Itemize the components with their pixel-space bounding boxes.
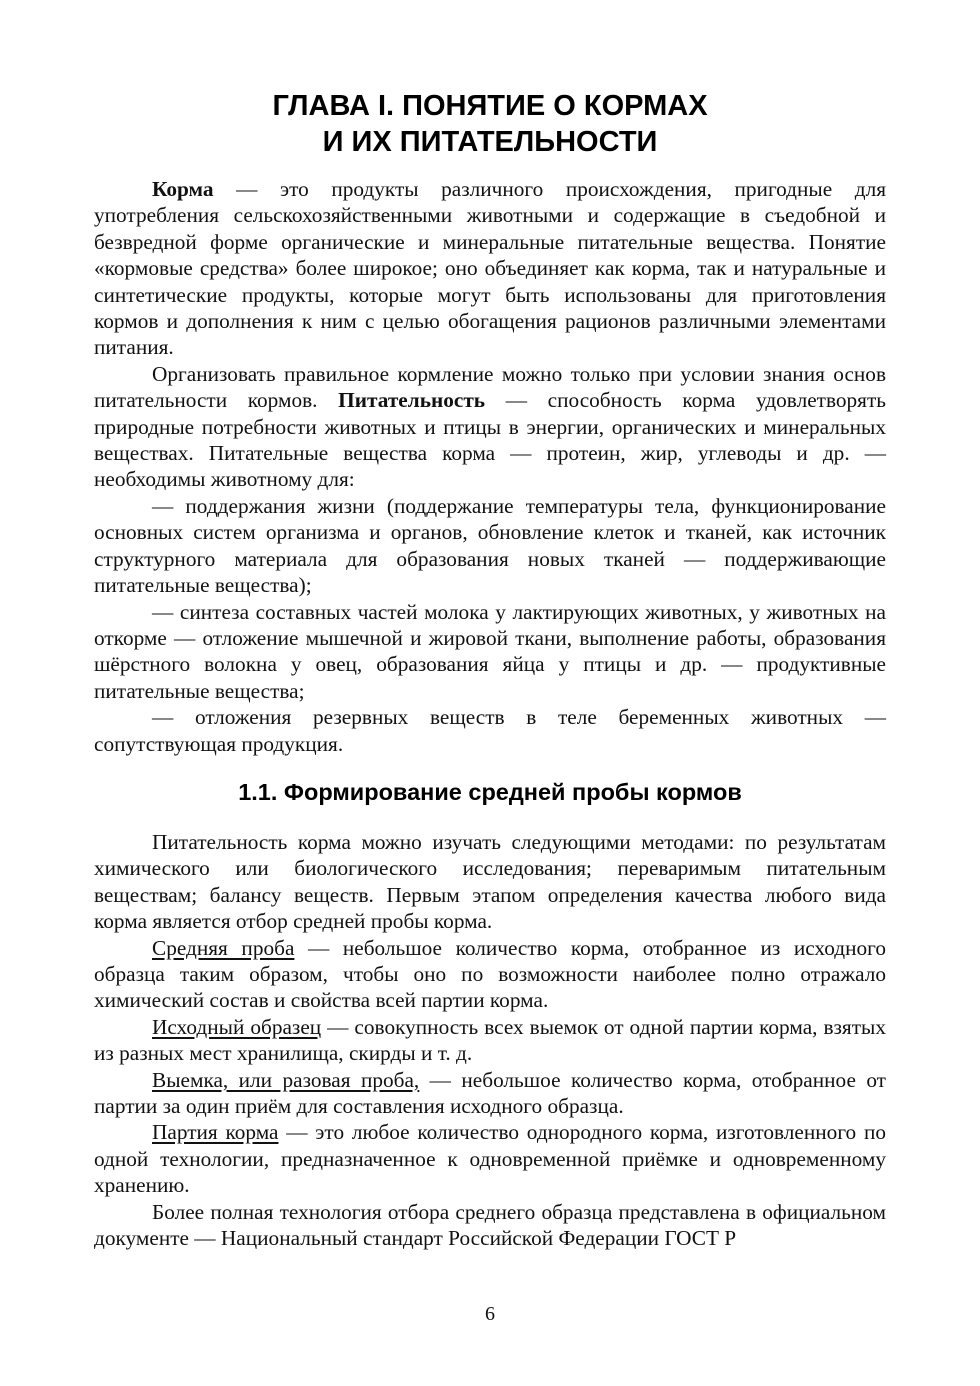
paragraph-text: Организовать правильное кормление можно только при условии знания основ питательности кормов.: [94, 361, 886, 413]
chapter-title-line-2: И ИХ ПИТАТЕЛЬНОСТИ: [322, 126, 658, 158]
definition-single-sample: [94, 1067, 886, 1120]
definition-feed-batch: [94, 1119, 886, 1198]
definition-initial-sample: [94, 1014, 886, 1067]
list-item: — отложения резервных веществ в теле беременных животных — сопутствующая продукция.: [94, 705, 886, 756]
paragraph-methods: Питательность корма можно изучать следующими методами: по результатам химического или биологического исследования; переваримым питательным веществам; балансу веществ. Первым этапом определения качества любого вида корма является отбор средней пробы корма.: [94, 829, 886, 934]
paragraph-nutrition-definition: [94, 361, 886, 493]
document-page: [94, 88, 886, 1251]
list-item: — синтеза составных частей молока у лактирующих животных, у животных на откорме — отложение мышечной и жировой ткани, выполнение работы, образования шёрстного волокна у овец, образования яйца у птицы и др. — продуктивные питательные вещества;: [94, 599, 886, 703]
term-nutrition: Питательность: [338, 388, 486, 413]
paragraph-feed-definition: [94, 176, 886, 361]
definition-text: — небольшое количество корма, отобранное от партии за один приём для составления исходного образца.: [94, 1067, 886, 1118]
term-feed: Корма: [152, 177, 214, 201]
term-feed-batch: Партия корма: [152, 1120, 279, 1145]
definition-text: — небольшое количество корма, отобранное из исходного образца таким образом, чтобы оно по возможности наиболее полно отражало химический состав и свойства всей партии корма.: [94, 935, 886, 1013]
chapter-title-line-1: ГЛАВА I. ПОНЯТИЕ О КОРМАХ: [272, 90, 708, 122]
definition-average-sample: [94, 935, 886, 1014]
term-average-sample: Средняя проба: [152, 935, 295, 960]
term-initial-sample: Исходный образец: [152, 1014, 322, 1039]
paragraph-text: — это продукты различного происхождения, пригодные для употребления сельскохозяйственными животными и содержащие в съедобной и безвредной форме органические и минеральные питательные вещества. Понятие «кормовые средства» более широкое; оно объединяет как корма, так и натуральные и синтетические продукты, которые могут быть использованы для приготовления кормов и дополнения к ним с целью обогащения рационов различными элементами питания.: [94, 177, 886, 360]
page-number: 6: [485, 1303, 495, 1325]
term-single-sample: Выемка, или разовая проба,: [152, 1067, 420, 1092]
definition-text: — это любое количество однородного корма, изготовленного по одной технологии, предназначенное к одновременной приёмке и одновременному хранению.: [94, 1120, 886, 1198]
list-item: — поддержания жизни (поддержание температуры тела, функционирование основных систем организма и органов, обновление клеток и тканей, как источник структурного материала для образования новых тканей — поддерживающие питательные вещества);: [94, 493, 886, 598]
paragraph-standard: Более полная технология отбора среднего образца представлена в официальном документе — Национальный стандарт Российской Федерации ГОСТ Р: [94, 1199, 886, 1251]
chapter-title: [94, 88, 886, 160]
section-title: 1.1. Формирование средней пробы кормов: [238, 778, 742, 805]
paragraph-text: — способность корма удовлетворять природные потребности животных и птицы в энергии, органических и минеральных веществах. Питательные вещества корма — протеин, жир, углеводы и др. — необходимы животному для:: [94, 388, 886, 492]
definition-text: — совокупность всех выемок от одной партии корма, взятых из разных мест хранилища, скирды и т. д.: [94, 1014, 886, 1066]
